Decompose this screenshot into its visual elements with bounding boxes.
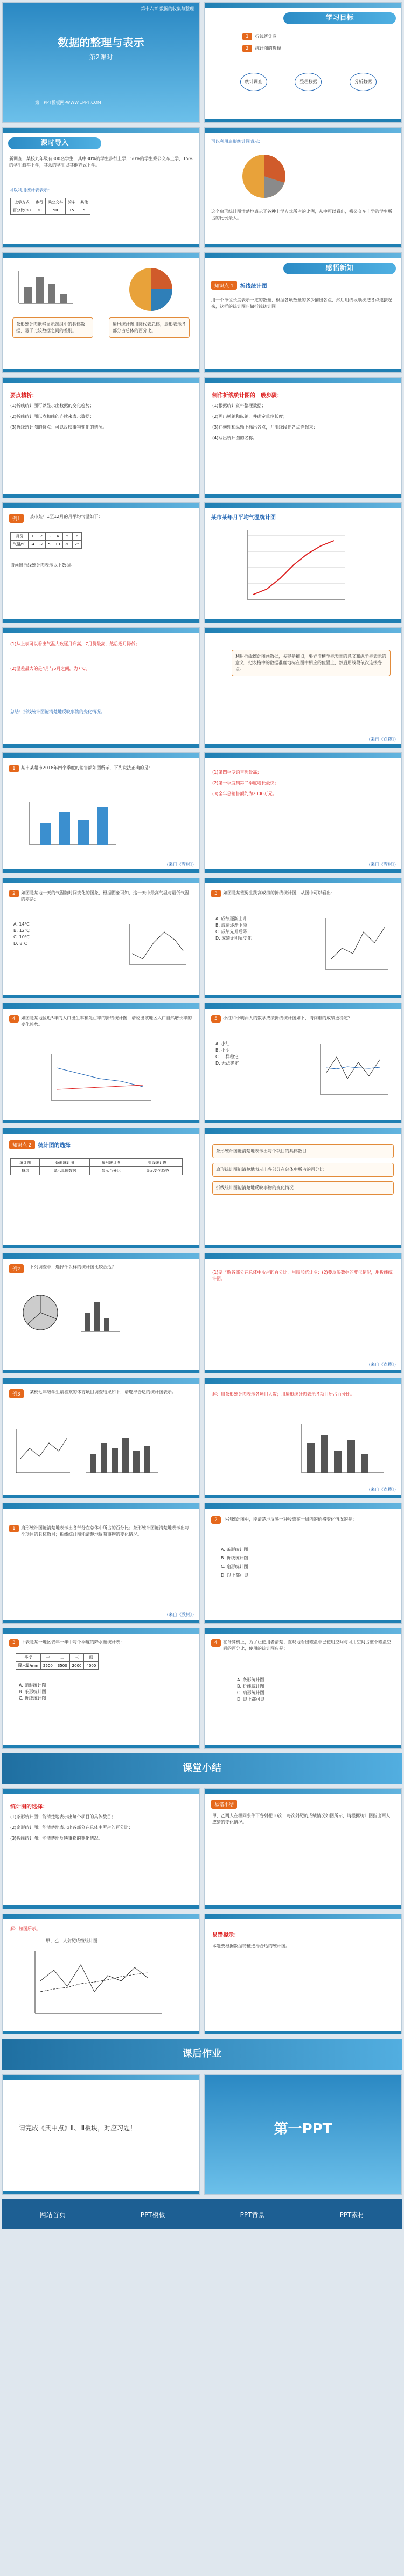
line-chart: [46, 1052, 154, 1106]
bar-chart-figure: [13, 266, 78, 309]
flow-step: 分析数据: [350, 73, 377, 91]
slide-26[interactable]: [204, 1503, 402, 1624]
source-note: (来自《点拨》): [368, 1487, 396, 1492]
option[interactable]: D. 以上都可以: [221, 1573, 249, 1578]
option[interactable]: A. 扇形统计图: [19, 1683, 46, 1688]
slide-29[interactable]: [2, 1788, 200, 1909]
slide-27[interactable]: [2, 1628, 200, 1749]
source-note: (来自《教材》): [368, 862, 396, 867]
source-note: (来自《教材》): [166, 862, 194, 867]
body-text: 某市某超市2018年四个季度的销售额如图所示，下列说法正确的是：: [21, 765, 153, 770]
flow-step: 整理数据: [295, 73, 322, 91]
slide-title: 数据的整理与表示: [58, 36, 144, 49]
option[interactable]: B. 折线统计图: [221, 1556, 248, 1560]
pie-chart-figure: [124, 263, 178, 316]
goal-item: 统计图的选择: [255, 46, 281, 51]
summary-cell: 扇形统计图能清楚地表示出各部分在总体中所占的百分比: [212, 1163, 394, 1177]
footer-link[interactable]: PPT背景: [240, 2211, 265, 2219]
slide-6[interactable]: [204, 252, 402, 373]
exercise-number: 1: [9, 1525, 19, 1532]
source-note: (来自《点拨》): [368, 737, 396, 742]
pie-chart-figure: [19, 1291, 62, 1334]
body-text: 解：如图所示。: [10, 1926, 40, 1931]
body-text: 这个扇形统计图清楚地表示了各种上学方式所占的比例，从中可以看出，乘公交车上学的学生所占的比例最大。: [211, 209, 392, 220]
option[interactable]: D. 以上都可以: [237, 1697, 265, 1702]
summary-box: 利用折线统计图画数据，关键是描点，要弄清横坐标表示的意义和纵坐标表示的意义，把表格中的数据准确地标在图中相应的位置上，然后用线段依次连接各点。: [232, 650, 391, 676]
chart-title: 某市某年月平均气温统计图: [211, 515, 276, 521]
caption-box: 扇形统计图用圆代表总体，扇形表示各部分占总体的百分比。: [109, 317, 190, 338]
option[interactable]: C. 成绩先升后降: [215, 929, 247, 934]
line-chart: [24, 1949, 164, 2019]
slide-header: 第十六章 数据的收集与整理: [141, 6, 194, 11]
slide-18[interactable]: [204, 1003, 402, 1123]
section-head: 统计图的选择：: [10, 1804, 48, 1810]
slide-25[interactable]: [2, 1503, 200, 1624]
body-text: (1)要了解各部分在总体中所占的百分比，用扇形统计图；(2)要反映数据的变化情况，用折线统计图。: [212, 1270, 393, 1281]
footer-link[interactable]: 网站首页: [39, 2211, 66, 2219]
slide-banner: 感悟新知: [283, 263, 396, 274]
knowledge-tag: 知识点 2: [9, 1140, 35, 1149]
slide-4[interactable]: [204, 127, 402, 248]
slide-banner: 学习目标: [283, 12, 396, 24]
body-text: 某市某年1至12月的月平均气温如下：: [30, 514, 103, 519]
slide-21[interactable]: [2, 1253, 200, 1373]
flow-step: 统计调查: [240, 73, 267, 91]
slide-7[interactable]: [2, 377, 200, 498]
list-item: (1)折线统计图可以显示出数据的变化趋势；: [10, 403, 94, 408]
option[interactable]: A. 小红: [215, 1041, 230, 1046]
slide-28[interactable]: [204, 1628, 402, 1749]
slide-20[interactable]: [204, 1128, 402, 1248]
option[interactable]: A. 条形统计图: [221, 1547, 248, 1552]
list-item: (4)写出统计图的名称。: [212, 436, 257, 440]
option[interactable]: A. 14℃: [13, 922, 30, 927]
slide-16[interactable]: [204, 878, 402, 998]
homework-text: 请完成《典中点》Ⅱ、Ⅲ板块，对应习题！: [19, 2124, 137, 2132]
knowledge-tag: 知识点 1: [211, 281, 237, 290]
slide-14[interactable]: [204, 752, 402, 873]
exercise-number: 4: [211, 1639, 221, 1647]
example-tag: 例1: [9, 514, 24, 523]
goal-tag: 2: [242, 45, 252, 52]
bar-chart-figure: [83, 1427, 159, 1475]
exercise-number: 3: [9, 1639, 19, 1647]
body-text: 解：用条形统计图表示各项目人数；用扇形统计图表示各项目所占百分比。: [212, 1392, 354, 1397]
question-text: 请画出折线统计图表示以上数据。: [10, 563, 75, 568]
option[interactable]: D. 8℃: [13, 941, 27, 946]
slide-31[interactable]: [2, 1914, 200, 2034]
data-table: 月份 1 2 3 4 5 6 气温/℃ -4 -2 5 13 20 25: [10, 532, 82, 549]
slide-13[interactable]: [2, 752, 200, 873]
option[interactable]: C. 一样稳定: [215, 1054, 239, 1059]
body-text: 如图是某地一天的气温随时间变化的图象，根据图象可知，这一天中最高气温与最低气温的差是：: [21, 890, 189, 902]
source-note: (来自《教材》): [166, 1612, 194, 1617]
option[interactable]: B. 条形统计图: [19, 1689, 46, 1694]
slide-5[interactable]: [2, 252, 200, 373]
exercise-number: 3: [211, 890, 221, 897]
body-text: 新调查，某校九年级有300名学生，其中30%的学生步行上学，50%的学生乘公交车上学，15%的学生骑车上学，其余的学生以其他方式上学。: [9, 156, 193, 168]
option[interactable]: C. 折线统计图: [19, 1696, 46, 1701]
option[interactable]: B. 小明: [215, 1048, 230, 1053]
example-tag: 例2: [9, 1264, 24, 1273]
section-head: 易错提示：: [212, 1932, 239, 1938]
data-table: 上学方式 步行 乘公交车 骑车 其他 百分比(%) 30 50 15 5: [10, 198, 90, 215]
list-item: (3)全年总销售额约为2000万元。: [212, 791, 277, 796]
option[interactable]: A. 成绩逐渐上升: [215, 916, 247, 921]
source-note: (来自《点拨》): [368, 1362, 396, 1367]
summary-cell: 折线统计图能清楚地反映事物的变化情况: [212, 1181, 394, 1195]
summary-cell: 条形统计图能清楚地表示出每个项目的具体数目: [212, 1144, 394, 1158]
line-chart: [237, 524, 356, 611]
slide-12[interactable]: [204, 627, 402, 748]
footer-link[interactable]: PPT模板: [140, 2211, 165, 2219]
chart-title: 甲、乙二人射靶成绩统计图: [46, 1938, 97, 1943]
goal-tag: 1: [242, 33, 252, 40]
option[interactable]: D. 成绩无明显变化: [215, 936, 252, 941]
body-text: 在计算机上，为了让使用者清楚、直观地看出磁盘中已使用空间与可用空间占整个磁盘空间的百分比，使用的统计图应是：: [223, 1640, 391, 1651]
caption-box: 条形统计图能够显示每组中的具体数据，易于比较数据之间的差别。: [12, 317, 93, 338]
slide-15[interactable]: [2, 878, 200, 998]
goal-item: 折线统计图: [255, 34, 277, 39]
comparison-table: 统计图 条形统计图 扇形统计图 折线统计图 特点 显示具体数据 显示百分比 显示变化趋势: [10, 1158, 183, 1175]
option[interactable]: A. 条形统计图: [237, 1677, 264, 1682]
data-table: 季度 一 二 三 四 降水量/mm 2500 3500 2000 4000: [16, 1653, 99, 1670]
section-band-summary: 课堂小结: [2, 1753, 402, 1784]
list-item: (3)折线统计图：能清楚地反映事物的变化情况。: [10, 1836, 103, 1841]
knowledge-title: 统计图的选择: [38, 1143, 71, 1149]
option[interactable]: C. 10℃: [13, 935, 30, 940]
slide-24[interactable]: [204, 1378, 402, 1498]
option[interactable]: C. 扇形统计图: [221, 1564, 248, 1569]
line-chart: [13, 1427, 73, 1475]
bar-chart-figure: [24, 796, 121, 850]
option[interactable]: B. 成绩逐渐下降: [215, 923, 247, 928]
slide-3[interactable]: [2, 127, 200, 248]
body-text: 用一个单位长度表示一定的数量，根据各项数量的多少描出各点，然后用线段顺次把各点连接起来，这样的统计图叫做折线统计图。: [211, 298, 392, 309]
pie-chart: [237, 149, 291, 203]
slide-19[interactable]: [2, 1128, 200, 1248]
body-text: 本题要根据数据特征选择合适的统计图。: [212, 1944, 290, 1949]
slide-23[interactable]: [2, 1378, 200, 1498]
option[interactable]: D. 无法确定: [215, 1061, 239, 1066]
slide-30[interactable]: [204, 1788, 402, 1909]
slide-2[interactable]: [204, 2, 402, 123]
option[interactable]: C. 扇形统计图: [237, 1690, 264, 1695]
section-head: 制作折线统计图的一般步骤：: [212, 393, 282, 399]
body-text: 甲、乙两人在相同条件下各射靶10次，每次射靶的成绩情况如图所示，请根据统计图指出两人成绩的变化情况。: [212, 1813, 391, 1825]
site-label: 第一PPT模板网-WWW.1PPT.COM: [35, 100, 101, 105]
summary-note: 总结：折线统计图能清楚地反映事物的变化情况。: [10, 709, 105, 714]
slide-34[interactable]: [204, 2074, 402, 2195]
slide-11[interactable]: [2, 627, 200, 748]
body-text: 下列调查中，选择什么样的统计图比较合适？: [30, 1265, 116, 1269]
temperature-line-chart: [124, 921, 189, 970]
slide-22[interactable]: [204, 1253, 402, 1373]
brand-logo: 第一PPT: [274, 2121, 332, 2137]
equation-text: (2)温差最大的是4月与5月之间，为7℃。: [10, 666, 90, 671]
tip-tag: 易错小结: [211, 1800, 237, 1809]
slide-10[interactable]: [204, 502, 402, 623]
slide-33[interactable]: [2, 2074, 200, 2195]
knowledge-title: 折线统计图: [240, 284, 267, 289]
site-footer: [2, 2199, 402, 2229]
list-item: (2)扇形统计图：能清楚地表示出各部分在总体中所占的百分比；: [10, 1825, 133, 1830]
body-text: 如图是某班男生跳高成绩的折线统计图，从图中可以看出：: [223, 890, 335, 895]
slide-8[interactable]: [204, 377, 402, 498]
list-item: (1)根据统计资料整理数据；: [212, 403, 266, 408]
footer-link[interactable]: PPT素材: [339, 2211, 365, 2219]
exercise-number: 2: [9, 890, 19, 897]
question-text: 可以利用扇形统计图表示：: [211, 139, 263, 144]
line-chart: [315, 1041, 391, 1100]
list-item: (2)折线统计图以点和线的连续来表示数据；: [10, 414, 94, 419]
list-item: (3)在横轴和纵轴上标出各点，并用线段把各点连起来；: [212, 425, 318, 430]
exercise-number: 5: [211, 1015, 221, 1023]
body-text: 如图是某地区近5年的人口出生率和死亡率的折线统计图，请说出该地区人口自然增长率的变化趋势。: [21, 1016, 192, 1027]
exercise-number: 4: [9, 1015, 19, 1023]
slide-17[interactable]: [2, 1003, 200, 1123]
section-band-homework: 课后作业: [2, 2039, 402, 2070]
list-item: (3)折线统计图的特点：可以反映事物变化的情况。: [10, 425, 107, 430]
body-text: 下列统计图中，能清楚地反映一种股票在一周内的价格变化情况的是：: [223, 1517, 357, 1522]
list-item: (2)画出横轴和纵轴，并确定单位长度；: [212, 414, 288, 419]
list-item: (1)第四季度销售额最高；: [212, 770, 262, 775]
exercise-number: 1: [9, 765, 19, 772]
body-text: 小红和小明两人的数学成绩折线统计图如下，请问谁的成绩更稳定？: [223, 1016, 352, 1020]
body-text: 扇形统计图能清楚地表示出各部分在总体中所占的百分比；条形统计图能清楚地表示出每个项目的具体数目；折线统计图能清楚地反映事物的变化情况。: [21, 1525, 189, 1537]
bar-chart-figure: [299, 1421, 385, 1475]
slide-9[interactable]: [2, 502, 200, 623]
list-item: (2)第一季度到第二季度增长最快；: [212, 781, 279, 785]
body-text: (1)从上表可以看出气温大致逐月升高，7月份最高，然后逐月降低；: [10, 641, 140, 646]
question-text: 可以利用统计表表示：: [9, 188, 52, 192]
line-chart: [321, 916, 391, 975]
exercise-number: 2: [211, 1516, 221, 1524]
bar-chart-figure: [78, 1291, 121, 1334]
option[interactable]: B. 折线统计图: [237, 1684, 264, 1689]
section-head: 要点精析：: [10, 393, 37, 399]
body-text: 下表是某一地区去年一年中每个季度的降水量统计表：: [21, 1640, 124, 1645]
body-text: 某校七年级学生最喜欢的体育项目调查结果如下，请选择合适的统计图表示。: [30, 1390, 176, 1394]
slide-32[interactable]: [204, 1914, 402, 2034]
option[interactable]: B. 12℃: [13, 928, 30, 933]
list-item: (1)条形统计图：能清楚地表示出每个项目的具体数目；: [10, 1814, 116, 1819]
slide-banner: 课时导入: [8, 137, 101, 149]
example-tag: 例3: [9, 1389, 24, 1398]
slide-subtitle: 第2课时: [89, 53, 113, 61]
slide-1[interactable]: [2, 2, 200, 123]
